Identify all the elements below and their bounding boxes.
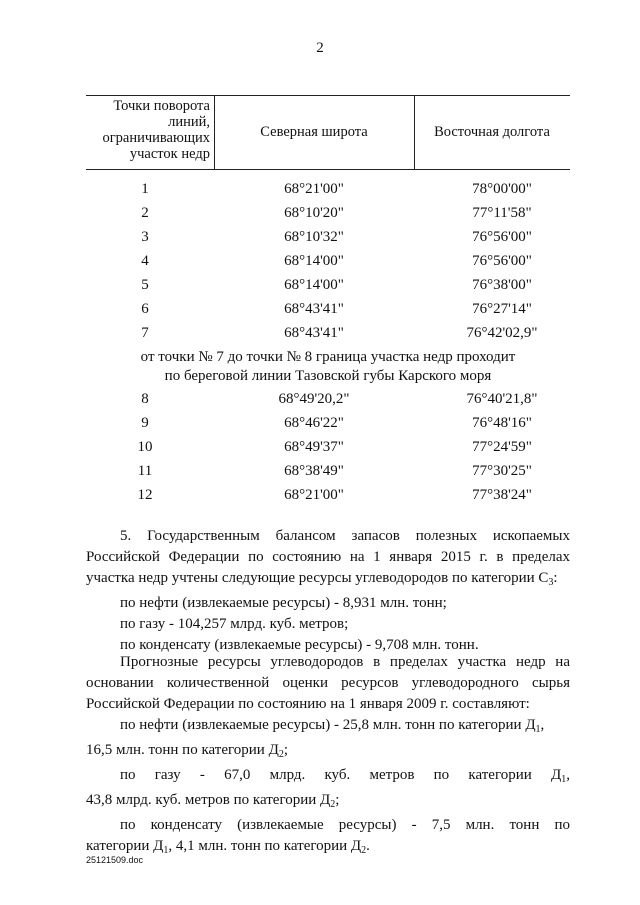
table-top-border [86, 95, 570, 96]
point-number: 9 [141, 415, 149, 431]
text-fragment: . [366, 838, 370, 854]
header-line: участок недр [129, 146, 210, 162]
text-fragment: , [540, 717, 545, 733]
latitude-cell: 68°14'00" [284, 277, 344, 293]
header-line: ограничивающих [102, 130, 210, 146]
table-row [0, 229, 640, 251]
text-line [86, 568, 570, 593]
latitude-cell: 68°43'41" [284, 301, 344, 317]
point-number: 8 [141, 391, 149, 407]
text-line: 5. Государственным балансом запасов полезных ископаемых [120, 528, 570, 544]
oil-forecast-line [86, 715, 570, 740]
boundary-note [86, 348, 570, 386]
table-row [0, 277, 640, 299]
table-row [0, 439, 640, 461]
latitude-cell: 68°21'00" [284, 181, 344, 197]
point-number: 4 [141, 253, 149, 269]
boundary-note-line: от точки № 7 до точки № 8 граница участка недр проходит [140, 349, 516, 365]
longitude-cell: 77°30'25" [472, 463, 532, 479]
point-number: 2 [141, 205, 149, 221]
gas-reserves-line: по газу - 104,257 млрд. куб. метров; [120, 616, 349, 632]
gas-forecast-line-2 [86, 790, 570, 815]
text-fragment: ; [283, 742, 288, 758]
latitude-cell: 68°10'20" [284, 205, 344, 221]
latitude-cell: 68°49'20,2" [278, 391, 350, 407]
text-fragment: : [553, 570, 558, 586]
latitude-cell: 68°10'32" [284, 229, 344, 245]
text-fragment: 43,8 млрд. куб. метров по категории Д [86, 792, 331, 808]
latitude-cell: 68°38'49" [284, 463, 344, 479]
point-number: 1 [141, 181, 149, 197]
longitude-cell: 76°56'00" [472, 253, 532, 269]
subscript: 2 [361, 845, 367, 856]
subscript: 1 [535, 724, 541, 735]
condensate-reserves-line: по конденсату (извлекаемые ресурсы) - 9,708 млн. тонн. [120, 637, 479, 653]
subscript: 1 [163, 845, 169, 856]
point-number: 10 [137, 439, 153, 455]
text-fragment: участка недр учтены следующие ресурсы углеводородов по категории С [86, 570, 549, 586]
latitude-cell: 68°21'00" [284, 487, 344, 503]
text-line: Прогнозные ресурсы углеводородов в пределах участка недр на [120, 654, 570, 670]
subscript: 3 [548, 577, 554, 588]
page-number: 2 [316, 40, 324, 56]
header-north-latitude: Северная широта [260, 124, 368, 140]
longitude-cell: 76°38'00" [472, 277, 532, 293]
forecast-paragraph [86, 652, 570, 861]
table-row [0, 391, 640, 413]
gas-forecast-line [86, 765, 570, 790]
point-number: 7 [141, 325, 149, 341]
longitude-cell: 78°00'00" [472, 181, 532, 197]
subscript: 1 [561, 774, 567, 785]
text-fragment: 16,5 млн. тонн по категории Д [86, 742, 279, 758]
table-row [0, 463, 640, 485]
point-number: 11 [137, 463, 153, 479]
point-number: 3 [141, 229, 149, 245]
text-fragment: , 4,1 млн. тонн по категории Д [168, 838, 362, 854]
condensate-forecast-line-2 [86, 836, 570, 861]
latitude-cell: 68°14'00" [284, 253, 344, 269]
header-line: линий, [168, 114, 210, 130]
header-east-longitude: Восточная долгота [434, 124, 550, 140]
header-line: Точки поворота [113, 98, 210, 114]
oil-reserves-line: по нефти (извлекаемые ресурсы) - 8,931 млн. тонн; [120, 595, 447, 611]
condensate-forecast-line: по конденсату (извлекаемые ресурсы) - 7,5 млн. тонн по [120, 817, 570, 833]
table-row [0, 181, 640, 203]
longitude-cell: 76°27'14" [472, 301, 532, 317]
section-5-paragraph [86, 526, 570, 656]
longitude-cell: 77°11'58" [472, 205, 532, 221]
longitude-cell: 76°48'16" [472, 415, 532, 431]
header-turn-points [86, 98, 214, 162]
text-fragment: , [566, 767, 570, 783]
subscript: 2 [330, 799, 336, 810]
table-row [0, 415, 640, 437]
latitude-cell: 68°46'22" [284, 415, 344, 431]
point-number: 12 [137, 487, 153, 503]
longitude-cell: 76°42'02,9" [466, 325, 538, 341]
text-fragment: ; [335, 792, 340, 808]
text-fragment: по нефти (извлекаемые ресурсы) - 25,8 млн. тонн по категории Д [120, 717, 536, 733]
text-line: Российской Федерации по состоянию на 1 января 2015 г. в пределах [86, 549, 570, 565]
table-header-border [86, 169, 570, 170]
longitude-cell: 76°40'21,8" [466, 391, 538, 407]
table-row [0, 325, 640, 347]
latitude-cell: 68°43'41" [284, 325, 344, 341]
text-line: Российской Федерации по состоянию на 1 января 2009 г. составляют: [86, 696, 530, 712]
latitude-cell: 68°49'37" [284, 439, 344, 455]
boundary-note-line: по береговой линии Тазовской губы Карского моря [164, 368, 492, 384]
longitude-cell: 76°56'00" [472, 229, 532, 245]
point-number: 6 [141, 301, 149, 317]
table-row [0, 205, 640, 227]
subscript: 2 [278, 749, 284, 760]
table-row [0, 301, 640, 323]
oil-forecast-line-2 [86, 740, 570, 765]
text-line: основании количественной оценки ресурсов углеводородного сырья [86, 675, 570, 691]
text-fragment: по газу - 67,0 млрд. куб. метров по категории Д [120, 767, 562, 783]
file-name-footer: 25121509.doc [86, 855, 144, 865]
longitude-cell: 77°38'24" [472, 487, 532, 503]
text-fragment: категории Д [86, 838, 164, 854]
table-row [0, 253, 640, 275]
table-row [0, 487, 640, 509]
point-number: 5 [141, 277, 149, 293]
longitude-cell: 77°24'59" [472, 439, 532, 455]
